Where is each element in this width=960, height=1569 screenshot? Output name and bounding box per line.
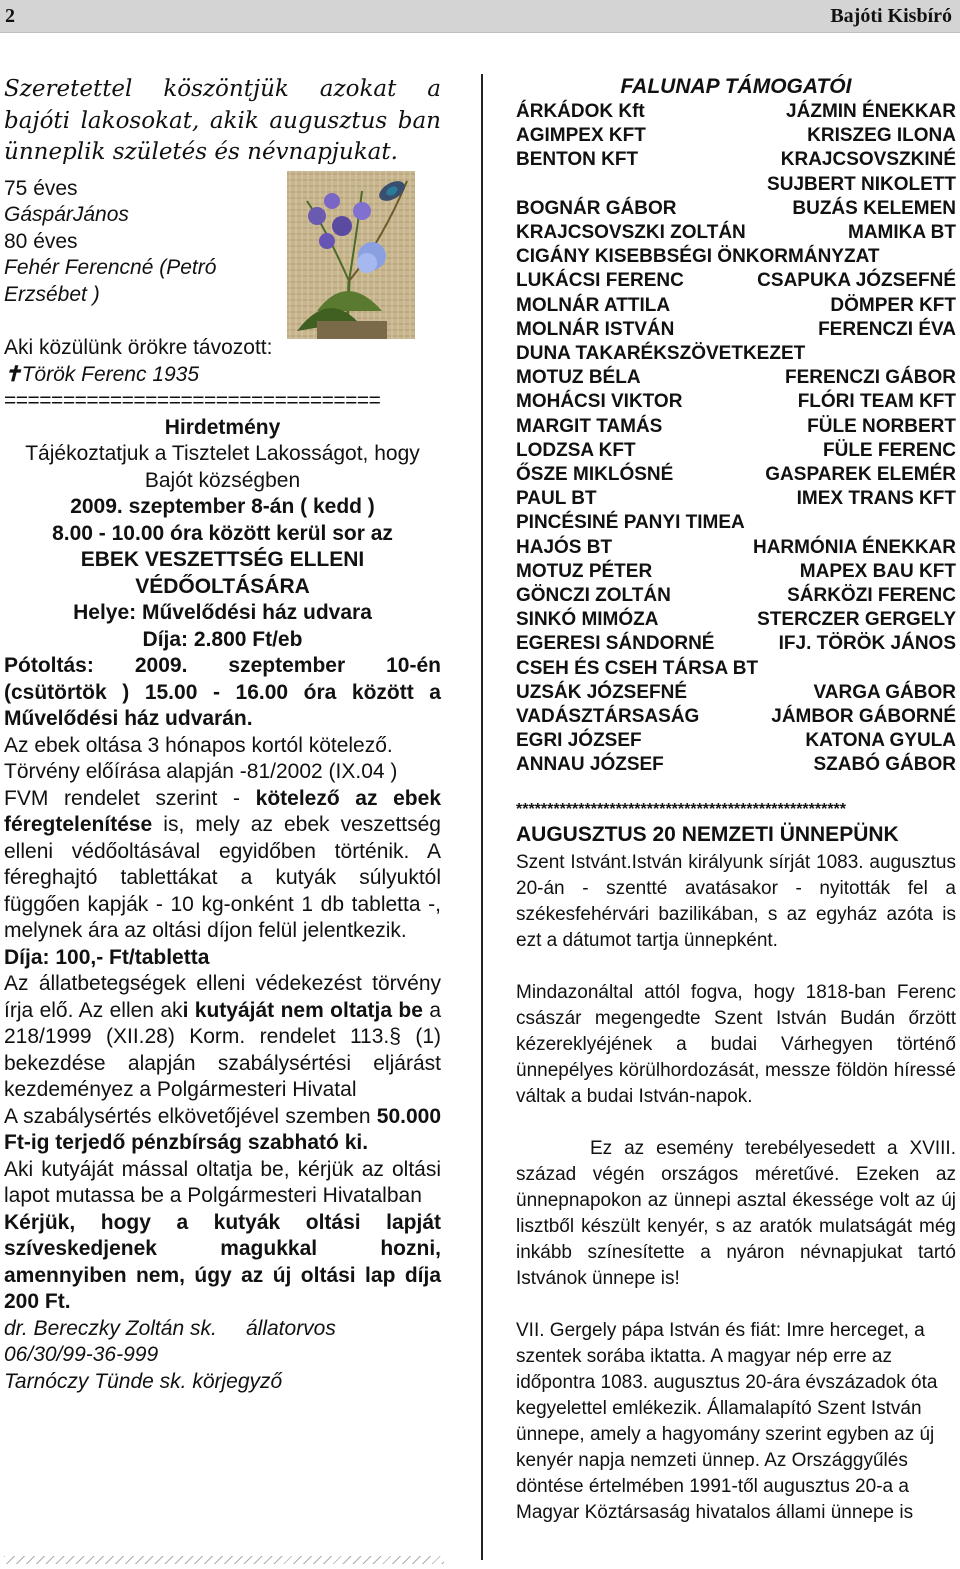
supporter-row <box>516 753 956 777</box>
supporter-left: LUKÁCSI FERENC <box>516 270 684 292</box>
supporter-row <box>516 632 956 656</box>
birthday-name: Fehér Ferencné (Petró <box>4 256 217 279</box>
supporter-right: SZABÓ GÁBOR <box>813 754 956 776</box>
supporter-right: JÁZMIN ÉNEKKAR <box>786 101 956 122</box>
supporter-right: IFJ. TÖRÖK JÁNOS <box>778 633 956 655</box>
supporter-row: CIGÁNY KISEBBSÉGI ÖNKORMÁNYZAT <box>516 246 880 268</box>
supporter-row <box>516 681 956 705</box>
supporter-row <box>516 269 956 293</box>
holiday-paragraph: Mindazonáltal attól fogva, hogy 1818-ban Ferenc császár megengedte Szent István Budán őrzött kézereklyéjének a budai Várhegyen történő ünnepélyes körülhordozását, messze földön híressé váltak a budai István-napok. <box>516 981 956 1107</box>
supporter-right: MAMIKA BT <box>848 222 956 244</box>
makeup-date: Pótoltás: 2009. szeptember 10-én <box>4 654 441 677</box>
supporter-right: HARMÓNIA ÉNEKKAR <box>752 536 956 558</box>
supporter-left: PAUL BT <box>516 488 597 510</box>
publication-title: Bajóti Kisbíró <box>830 5 952 27</box>
supporter-right: DÖMPER KFT <box>830 294 956 316</box>
supporter-row <box>516 318 956 342</box>
supporter-left: SINKÓ MIMÓZA <box>516 609 659 631</box>
deworming-paragraph: FVM rendelet szerint - kötelező az ebek féregtelenítése is, mely az ebek veszettség elleni védőoltásával egyidőben történik. A féreghajtó tablettákat a kutyák súlyuktól függően kapják - 10 kg-onként 1 db tabletta -, melynek ára az oltási díjon felül jelentkezik. <box>4 786 441 942</box>
page-number: 2 <box>5 5 15 27</box>
supporter-row <box>516 584 956 608</box>
announcement-title: Hirdetmény <box>164 415 281 439</box>
supporter-right: JÁMBOR GÁBORNÉ <box>771 706 956 728</box>
supporter-left: MARGIT TAMÁS <box>516 415 663 437</box>
supporter-left: MOTUZ PÉTER <box>516 560 653 582</box>
supporter-row: CSEH ÉS CSEH TÁRSA BT <box>516 657 759 679</box>
supporter-left: EGERESI SÁNDORNÉ <box>516 633 715 655</box>
phone-number: 06/30/99-36-999 <box>4 1343 159 1366</box>
holiday-paragraph: Szent Istvánt.István királyunk sírját 1083. augusztus 20-án - szentté avatásakor - nyitották fel a székesfehérvári bazilikában, s az egyház azóta is ezt a dátumot tartja ünnepként. <box>516 851 956 951</box>
supporter-left: BENTON KFT <box>516 149 639 171</box>
makeup-time: (csütörtök ) 15.00 - 16.00 óra között a <box>4 680 441 704</box>
supporter-row <box>516 173 956 197</box>
supporter-row <box>516 487 956 511</box>
supporter-left: MOLNÁR ATTILA <box>516 294 671 316</box>
supporter-left: KRAJCSOVSZKI ZOLTÁN <box>516 222 746 244</box>
request-paragraph: Kérjük, hogy a kutyák oltási lapját szíveskedjenek magukkal hozni, amennyiben nem, úgy az új oltási lap díja 200 Ft. <box>4 1210 441 1313</box>
tablet-fee: Díja: 100,- Ft/tabletta <box>4 945 210 969</box>
announcement-location: Helye: Művelődési ház udvara <box>73 601 372 624</box>
column-divider <box>481 74 483 1560</box>
supporter-row: DUNA TAKARÉKSZÖVETKEZET <box>516 343 806 365</box>
supporter-left: AGIMPEX KFT <box>516 125 646 147</box>
supporter-left: MOLNÁR ISTVÁN <box>516 318 675 340</box>
announcement-date: 2009. szeptember 8-án ( kedd ) <box>70 495 375 518</box>
holiday-paragraph: Ez az esemény terebélyesedett a XVIII. század végén országos méretűvé. Ezeken az ünnepnapokon az ünnepi asztal ékessége volt az új lisztből készült kenyér, s az aratók mulatságát még inkább színesítette a nyáron névnapjukat tartó Istvánok ünnepe is! <box>516 1137 956 1289</box>
supporter-right: BUZÁS KELEMEN <box>792 197 956 219</box>
supporter-row <box>516 536 956 560</box>
signature-vet-title: állatorvos <box>245 1316 336 1340</box>
supporter-right: SÁRKÖZI FERENC <box>787 585 956 607</box>
page-header <box>0 0 960 33</box>
signature-notary: Tarnóczy Tünde sk. körjegyző <box>4 1369 283 1393</box>
supporter-left: MOTUZ BÉLA <box>516 367 641 389</box>
announcement-intro: Tájékoztatjuk a Tisztelet Lakosságot, hogy <box>25 442 420 465</box>
announcement-place: Bajót községben <box>144 468 301 492</box>
left-column <box>4 74 441 1395</box>
announcement-event: EBEK VESZETTSÉG ELLENI <box>80 548 365 571</box>
supporter-row <box>516 705 956 729</box>
fine-paragraph: A szabálysértés elkövetőjével szemben 50.000 Ft-ig terjedő pénzbírság szabható ki. <box>4 1104 441 1154</box>
supporter-right: KRAJCSOVSZKINÉ <box>780 149 956 171</box>
supporter-right: STERCZER GERGELY <box>757 609 956 631</box>
supporter-right: FERENCZI ÉVA <box>818 318 956 340</box>
supporter-left: ANNAU JÓZSEF <box>516 754 664 776</box>
supporter-left: LODZSA KFT <box>516 439 636 461</box>
supporter-row <box>516 294 956 318</box>
supporter-right: SUJBERT NIKOLETT <box>767 173 956 195</box>
law-reference: Törvény előírása alapján -81/2002 (IX.04 ) <box>4 760 398 783</box>
bottom-rule <box>4 1556 444 1564</box>
supporters-title: FALUNAP TÁMOGATÓI <box>620 75 852 98</box>
supporter-right: KRISZEG ILONA <box>807 125 956 147</box>
supporter-right: GASPAREK ELEMÉR <box>765 464 956 486</box>
supporter-left: GÖNCZI ZOLTÁN <box>516 585 671 607</box>
supporter-left: UZSÁK JÓZSEFNÉ <box>516 681 688 703</box>
supporter-row <box>516 124 956 148</box>
supporter-row <box>516 197 956 221</box>
announcement-event: VÉDŐOLTÁSÁRA <box>135 574 310 598</box>
supporter-left: EGRI JÓZSEF <box>516 730 642 752</box>
announcement-fee: Díja: 2.800 Ft/eb <box>142 627 303 651</box>
holiday-paragraph: VII. Gergely pápa István és fiát: Imre herceget, a szentek sorába iktatta. A magyar nép erre az időpontra 1083. augusztus 20-ára évszázadok óta kegyelettel emlékezik. Államalapító Szent István ünnepe, amely a hagyomány szerint egyben az új kenyér napja nemzeti ünnep. Az Országgyűlés döntése értelmében 1991-től augusztus 20-a a Magyar Köztársaság hivatalos állami ünnepe is <box>516 1319 938 1523</box>
makeup-location: Művelődési ház udvarán. <box>4 707 253 730</box>
memorial-heading: Aki közülünk örökre távozott: <box>4 336 273 359</box>
supporter-right: FERENCZI GÁBOR <box>785 367 956 389</box>
supporter-left: MOHÁCSI VIKTOR <box>516 391 683 413</box>
supporter-row <box>516 221 956 245</box>
supporter-left: ŐSZE MIKLÓSNÉ <box>516 464 674 486</box>
birthday-line: 75 éves <box>4 176 78 200</box>
birthday-line: 80 éves <box>4 229 78 253</box>
supporter-right: FÜLE NORBERT <box>807 415 956 437</box>
supporter-right: CSAPUKA JÓZSEFNÉ <box>757 270 956 292</box>
supporter-row <box>516 148 956 172</box>
greeting-text: Szeretettel köszöntjük azokat a bajóti lakosokat, akik augusztus ban ünneplik születés és névnapjukat. <box>4 76 441 165</box>
separator-line: ================================ <box>4 389 381 412</box>
certificate-paragraph: Aki kutyáját mással oltatja be, kérjük az oltási lapot mutassa be a Polgármesteri Hivatalban <box>4 1157 441 1207</box>
supporter-right: FLÓRI TEAM KFT <box>797 391 956 413</box>
signature-vet: dr. Bereczky Zoltán sk. <box>4 1316 217 1340</box>
supporter-row <box>516 729 956 753</box>
supporter-left: HAJÓS BT <box>516 536 613 558</box>
supporter-row: PINCÉSINÉ PANYI TIMEA <box>516 512 745 534</box>
cross-icon: ✝ <box>4 362 22 386</box>
supporter-row <box>516 100 956 124</box>
supporter-left: VADÁSZTÁRSASÁG <box>516 706 700 728</box>
supporter-row <box>516 608 956 632</box>
supporter-row <box>516 390 956 414</box>
supporter-row <box>516 366 956 390</box>
supporter-left: BOGNÁR GÁBOR <box>516 197 677 219</box>
supporter-row <box>516 439 956 463</box>
memorial-entry: Török Ferenc 1935 <box>21 362 200 386</box>
supporter-right: IMEX TRANS KFT <box>796 488 956 510</box>
announcement-time: 8.00 - 10.00 óra között kerül sor az <box>52 521 393 545</box>
holiday-title: AUGUSZTUS 20 NEMZETI ÜNNEPÜNK <box>516 822 899 846</box>
supporters-list <box>516 100 956 778</box>
supporter-right: FÜLE FERENC <box>823 439 956 461</box>
supporter-right: VARGA GÁBOR <box>813 681 956 703</box>
vaccination-age: Az ebek oltása 3 hónapos kortól kötelező. <box>4 733 393 757</box>
birthday-name: Erzsébet ) <box>4 282 100 306</box>
supporter-left: ÁRKÁDOK Kft <box>516 101 645 122</box>
right-column <box>516 74 956 1526</box>
birthday-name: GáspárJános <box>4 203 129 226</box>
supporter-row <box>516 415 956 439</box>
supporter-row <box>516 463 956 487</box>
supporter-row <box>516 560 956 584</box>
star-separator: ***************************************************** <box>516 800 847 818</box>
supporter-right: MAPEX BAU KFT <box>799 560 956 582</box>
penalty-paragraph: Az állatbetegségek elleni védekezést törvény írja elő. Az ellen aki kutyáját nem oltatja be a 218/1999 (XII.28) Korm. rendelet 113.§ (1) bekezdése alapján szabálysértési eljárást kezdeményez a Polgármesteri Hivatal <box>4 972 442 1101</box>
supporter-right: KATONA GYULA <box>805 730 956 752</box>
